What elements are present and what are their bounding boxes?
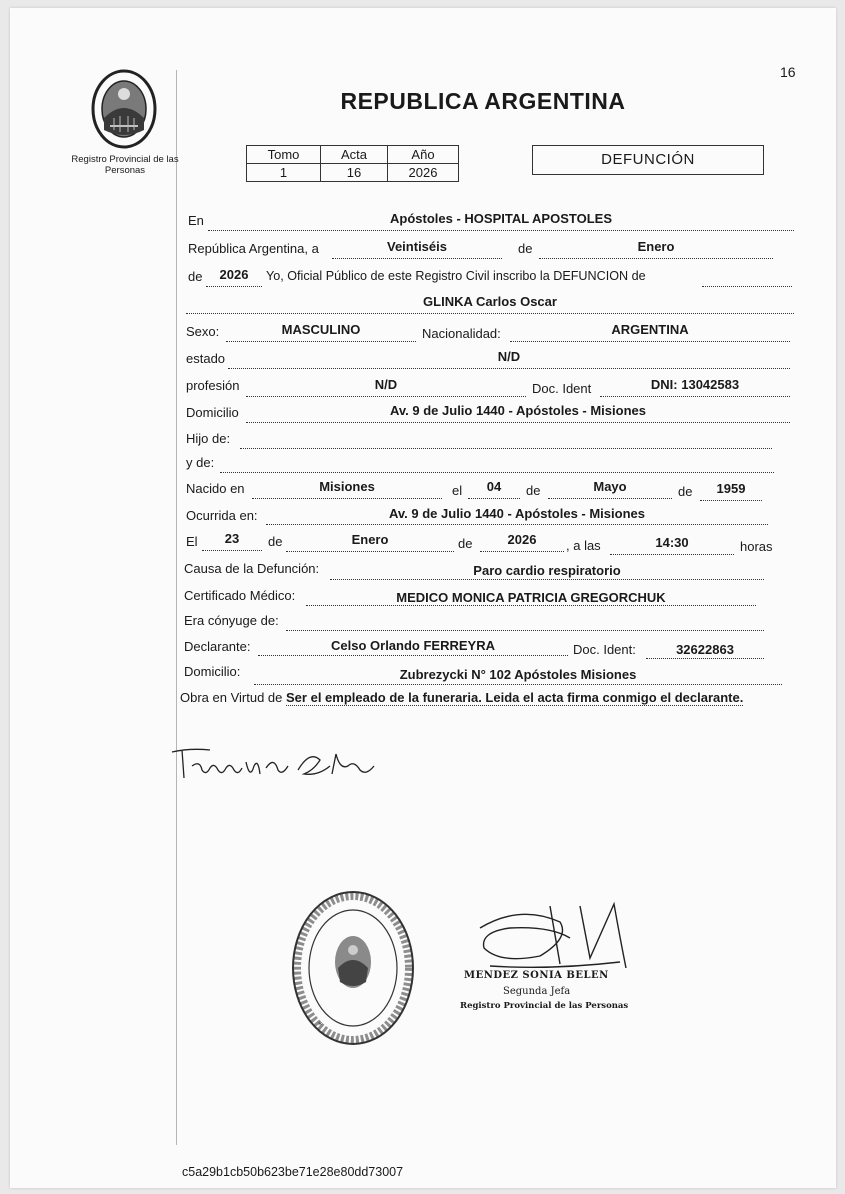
dotted-line bbox=[240, 448, 772, 449]
document-page bbox=[10, 8, 836, 1188]
label-domicilio-declarante: Domicilio: bbox=[184, 664, 241, 679]
dotted-line bbox=[539, 258, 773, 259]
label-el: El bbox=[186, 534, 198, 549]
dotted-line bbox=[548, 498, 672, 499]
dotted-line bbox=[246, 396, 526, 397]
value-domicilio: Av. 9 de Julio 1440 - Apóstoles - Misiones bbox=[390, 403, 646, 418]
value-doc-ident: DNI: 13042583 bbox=[650, 377, 740, 392]
value-estado: N/D bbox=[497, 349, 521, 364]
dotted-line bbox=[702, 286, 792, 287]
officer-role: Segunda Jefa bbox=[503, 986, 571, 997]
label-obra: Obra en Virtud de bbox=[180, 690, 283, 705]
dotted-line bbox=[600, 396, 790, 397]
label-yo-oficial: Yo, Oficial Público de este Registro Civil inscribo la DEFUNCION de bbox=[266, 269, 646, 283]
dotted-line bbox=[610, 554, 734, 555]
dotted-line bbox=[208, 230, 794, 231]
label-domicilio: Domicilio bbox=[186, 405, 239, 420]
label-hijo-de: Hijo de: bbox=[186, 431, 231, 446]
value-def-mes: Enero bbox=[351, 532, 389, 547]
officer-name: MENDEZ SONIA BELEN bbox=[464, 970, 609, 981]
dotted-line bbox=[266, 524, 768, 525]
dotted-line bbox=[330, 579, 764, 580]
value-certificado: MEDICO MONICA PATRICIA GREGORCHUK bbox=[396, 590, 666, 605]
value-def-dia: 23 bbox=[224, 531, 240, 546]
label-sexo: Sexo: bbox=[186, 324, 220, 339]
dotted-line bbox=[510, 341, 790, 342]
value-def-anio: 2026 bbox=[507, 532, 537, 547]
dotted-line bbox=[286, 630, 764, 631]
dotted-line bbox=[646, 658, 764, 659]
value-declarante-domicilio: Zubrezycki N° 102 Apóstoles Misiones bbox=[399, 667, 637, 682]
dotted-line bbox=[186, 313, 794, 314]
label-doc-ident-declarante: Doc. Ident: bbox=[573, 642, 636, 657]
dotted-line bbox=[258, 655, 568, 656]
dotted-line bbox=[246, 422, 790, 423]
value-nacido-en: Misiones bbox=[319, 479, 375, 494]
table-header-anio: Año bbox=[388, 146, 459, 164]
label-causa: Causa de la Defunción: bbox=[184, 561, 320, 576]
label-republica: República Argentina, a bbox=[188, 241, 319, 256]
value-sexo: MASCULINO bbox=[281, 322, 361, 337]
value-nac-dia: 04 bbox=[486, 479, 502, 494]
value-nac-mes: Mayo bbox=[593, 479, 627, 494]
value-nacionalidad: ARGENTINA bbox=[611, 322, 689, 337]
dotted-line bbox=[228, 368, 790, 369]
record-type-box: DEFUNCIÓN bbox=[532, 145, 764, 175]
dotted-line bbox=[254, 684, 782, 685]
dotted-line bbox=[286, 551, 454, 552]
dotted-line bbox=[468, 498, 520, 499]
table-value-anio: 2026 bbox=[388, 164, 459, 182]
registry-table bbox=[246, 145, 459, 182]
dotted-line bbox=[480, 551, 564, 552]
dotted-line bbox=[226, 341, 416, 342]
value-declarante-doc: 32622863 bbox=[676, 642, 734, 657]
label-de: de bbox=[678, 484, 693, 499]
table-value-acta: 16 bbox=[321, 164, 388, 182]
label-nacido-en: Nacido en bbox=[186, 481, 245, 496]
value-dia-letras: Veintiséis bbox=[387, 239, 447, 254]
value-nombre: GLINKA Carlos Oscar bbox=[423, 294, 557, 309]
dotted-line bbox=[202, 550, 262, 551]
label-y-de: y de: bbox=[186, 455, 215, 470]
label-horas: horas bbox=[740, 539, 773, 554]
dotted-line bbox=[252, 498, 442, 499]
registro-provincial-round-seal-icon bbox=[288, 888, 418, 1048]
label-a-las: , a las bbox=[566, 538, 601, 553]
label-doc-ident: Doc. Ident bbox=[532, 381, 592, 396]
label-en: En bbox=[188, 213, 204, 228]
label-de: de bbox=[518, 241, 533, 256]
value-profesion: N/D bbox=[374, 377, 398, 392]
label-de: de bbox=[526, 483, 541, 498]
value-def-hora: 14:30 bbox=[655, 535, 689, 550]
label-de: de bbox=[268, 534, 283, 549]
dotted-line bbox=[700, 500, 762, 501]
dotted-line bbox=[220, 472, 774, 473]
value-causa: Paro cardio respiratorio bbox=[473, 563, 621, 578]
value-nac-anio: 1959 bbox=[716, 481, 746, 496]
table-header-acta: Acta bbox=[321, 146, 388, 164]
value-declarante: Celso Orlando FERREYRA bbox=[331, 638, 495, 653]
value-lugar: Apóstoles - HOSPITAL APOSTOLES bbox=[390, 211, 612, 226]
page-title: REPUBLICA ARGENTINA bbox=[340, 88, 626, 114]
label-de: de bbox=[458, 536, 473, 551]
label-declarante: Declarante: bbox=[184, 639, 251, 654]
table-header-tomo: Tomo bbox=[247, 146, 321, 164]
value-anio: 2026 bbox=[219, 267, 249, 282]
label-conyuge: Era cónyuge de: bbox=[184, 613, 279, 628]
label-profesion: profesión bbox=[186, 378, 240, 393]
document-hash: c5a29b1cb50b623be71e28e80dd73007 bbox=[182, 1165, 404, 1179]
obra-en-virtud-paragraph bbox=[180, 690, 782, 705]
dotted-line bbox=[306, 605, 756, 606]
value-mes: Enero bbox=[637, 239, 675, 254]
officer-org: Registro Provincial de las Personas bbox=[460, 1001, 629, 1011]
declarant-signature bbox=[170, 740, 390, 790]
officer-signature bbox=[450, 898, 630, 1018]
table-value-tomo: 1 bbox=[247, 164, 321, 182]
label-de: de bbox=[188, 269, 203, 284]
dotted-line bbox=[206, 286, 262, 287]
label-certificado: Certificado Médico: bbox=[184, 588, 296, 603]
dotted-line bbox=[332, 258, 502, 259]
margin-line bbox=[176, 70, 177, 1145]
svg-text:*: * bbox=[318, 1021, 322, 1030]
value-ocurrida-en: Av. 9 de Julio 1440 - Apóstoles - Misiones bbox=[389, 506, 645, 521]
page-number: 16 bbox=[780, 64, 796, 80]
label-nacionalidad: Nacionalidad: bbox=[422, 326, 501, 341]
value-obra: Ser el empleado de la funeraria. Leida el acta firma conmigo el declarante. bbox=[286, 690, 744, 705]
registry-name: Registro Provincial de las Personas bbox=[71, 154, 179, 176]
label-ocurrida-en: Ocurrida en: bbox=[186, 508, 258, 523]
label-estado: estado bbox=[186, 351, 226, 366]
label-el: el bbox=[452, 483, 463, 498]
